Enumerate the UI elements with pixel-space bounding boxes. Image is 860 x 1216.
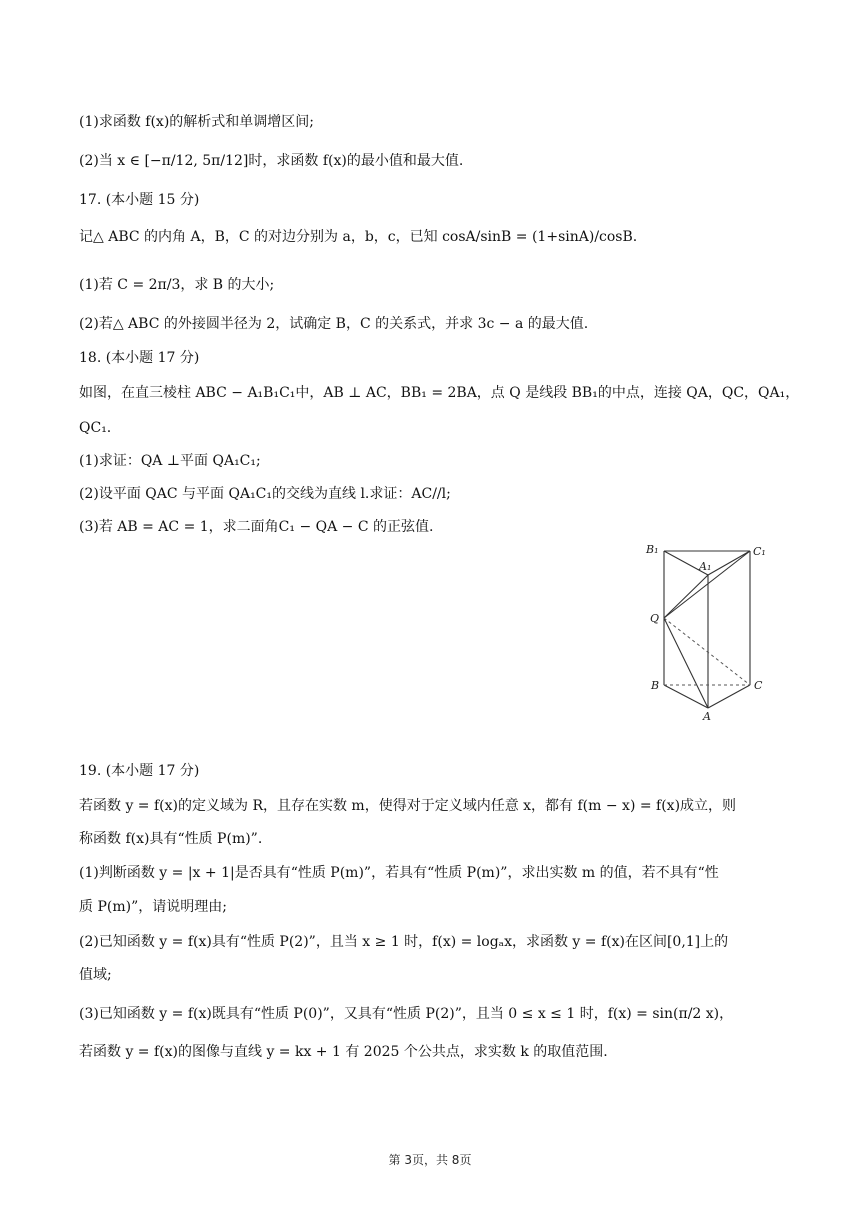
label-a1: A₁ — [699, 560, 712, 573]
q18-part1: (1)求证：QA ⊥平面 QA₁C₁; — [79, 453, 261, 469]
hidden-segment-q-c — [664, 618, 750, 685]
q16-part2: (2)当 x ∈ [−π/12, 5π/12]时，求函数 f(x)的最小值和最大值. — [79, 153, 464, 169]
q18-part2: (2)设平面 QAC 与平面 QA₁C₁的交线为直线 l.求证：AC//l; — [79, 486, 451, 502]
label-b: B — [651, 679, 660, 692]
label-a: A — [703, 710, 711, 723]
q17-header: 17. (本小题 15 分) — [79, 192, 200, 208]
edge-b1-a1 — [664, 551, 708, 575]
page-number: 第 3页，共 8页 — [388, 1153, 472, 1167]
q18-header: 18. (本小题 17 分) — [79, 350, 200, 366]
q19-header: 19. (本小题 17 分) — [79, 763, 200, 779]
q17-part2: (2)若△ ABC 的外接圆半径为 2，试确定 B，C 的关系式，并求 3c − a 的最大值. — [79, 316, 589, 332]
q19-part3-line1: (3)已知函数 y = f(x)既具有“性质 P(0)”，又具有“性质 P(2)”，且当 0 ≤ x ≤ 1 时，f(x) = sin(π/2 x)， — [79, 1006, 734, 1022]
edge-a1-c1 — [708, 551, 750, 575]
q19-stem-line2: 称函数 f(x)具有“性质 P(m)”. — [79, 831, 263, 847]
segment-q-a1 — [664, 575, 708, 618]
q18-stem-line1: 如图，在直三棱柱 ABC − A₁B₁C₁中，AB ⊥ AC，BB₁ = 2BA，点 Q 是线段 BB₁的中点，连接 QA，QC，QA₁， — [79, 385, 800, 401]
q19-part2-line2: 值域; — [79, 967, 112, 983]
label-q: Q — [650, 612, 660, 625]
q18-part3: (3)若 AB = AC = 1，求二面角C₁ − QA − C 的正弦值. — [79, 519, 434, 535]
q19-part1-line1: (1)判断函数 y = |x + 1|是否具有“性质 P(m)”，若具有“性质 P(m)”，求出实数 m 的值，若不具有“性 — [79, 865, 719, 881]
edge-a-c — [708, 685, 750, 708]
label-b1: B₁ — [646, 543, 659, 556]
q19-part1-line2: 质 P(m)”，请说明理由; — [79, 899, 227, 915]
label-c: C — [754, 679, 763, 692]
q16-part1: (1)求函数 f(x)的解析式和单调增区间; — [79, 114, 314, 130]
segment-q-a — [664, 618, 708, 708]
segment-q-c1 — [664, 551, 750, 618]
label-c1: C₁ — [753, 545, 766, 558]
q19-stem-line1: 若函数 y = f(x)的定义域为 R，且存在实数 m，使得对于定义域内任意 x，都有 f(m − x) = f(x)成立，则 — [79, 798, 737, 814]
q17-stem: 记△ ABC 的内角 A，B，C 的对边分别为 a，b，c，已知 cosA/sinB = (1+sinA)/cosB. — [79, 229, 638, 245]
q17-part1: (1)若 C = 2π/3，求 B 的大小; — [79, 277, 275, 293]
edge-b-a — [664, 685, 708, 708]
q19-part2-line1: (2)已知函数 y = f(x)具有“性质 P(2)”，且当 x ≥ 1 时，f(x) = logₐx，求函数 y = f(x)在区间[0,1]上的 — [79, 934, 729, 950]
q19-part3-line2: 若函数 y = f(x)的图像与直线 y = kx + 1 有 2025 个公共点，求实数 k 的取值范围. — [79, 1044, 608, 1060]
q18-stem-line2: QC₁. — [79, 420, 112, 436]
